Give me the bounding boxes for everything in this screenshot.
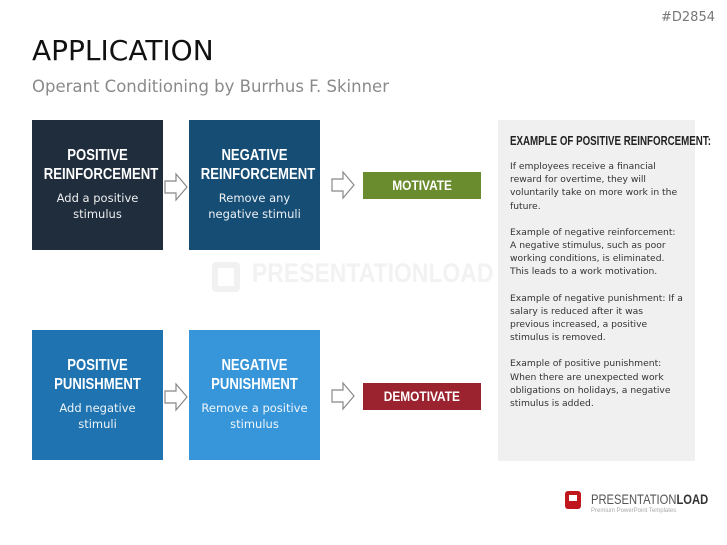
negative-punishment-box <box>189 330 320 460</box>
box-title: POSITIVE PUNISHMENT <box>54 357 141 393</box>
example-paragraph: Example of negative punishment: If a salary is reduced after it was previous increased, a positive stimulus is removed. <box>510 292 683 344</box>
brand-logo-icon <box>565 491 581 509</box>
page-subtitle: Operant Conditioning by Burrhus F. Skinner <box>32 77 389 96</box>
page-title: APPLICATION <box>32 34 214 67</box>
positive-punishment-box <box>32 330 163 460</box>
box-description: Add a positive stimulus <box>56 191 139 221</box>
examples-panel <box>498 120 711 461</box>
example-paragraph: Example of positive punishment: When there are unexpected work obligations on holidays, a negative stimulus is added. <box>510 358 671 410</box>
negative-reinforcement-box <box>189 120 320 250</box>
motivate-label: MOTIVATE <box>363 172 481 199</box>
brand-name: PRESENTATIONLOAD <box>591 491 709 507</box>
examples-heading: EXAMPLE OF POSITIVE REINFORCEMENT: <box>510 134 711 148</box>
arrow-right-icon <box>331 170 355 200</box>
box-description: Add negative stimuli <box>59 401 136 431</box>
brand-logo <box>565 491 715 521</box>
watermark-logo-icon <box>212 262 240 292</box>
box-title: POSITIVE REINFORCEMENT <box>43 147 159 183</box>
brand-tagline: Premium PowerPoint Templates <box>591 508 677 514</box>
example-paragraph: Example of negative reinforcement: A negative stimulus, such as poor working conditions, is eliminated. This leads to a work motivation. <box>510 226 676 278</box>
box-description: Remove any negative stimuli <box>208 191 301 221</box>
example-paragraph: If employees receive a financial reward for overtime, they will voluntarily take on more work in the future. <box>510 161 678 212</box>
arrow-right-icon <box>164 382 188 412</box>
demotivate-label: DEMOTIVATE <box>363 383 481 410</box>
arrow-right-icon <box>164 172 188 202</box>
watermark-text: PRESENTATIONLOAD <box>252 258 494 288</box>
positive-reinforcement-box <box>32 120 163 250</box>
box-title: NEGATIVE REINFORCEMENT <box>200 147 316 183</box>
slide-code: #D2854 <box>661 10 715 25</box>
arrow-right-icon <box>331 381 355 411</box>
box-title: NEGATIVE PUNISHMENT <box>211 357 298 393</box>
box-description: Remove a positive stimulus <box>201 401 308 431</box>
